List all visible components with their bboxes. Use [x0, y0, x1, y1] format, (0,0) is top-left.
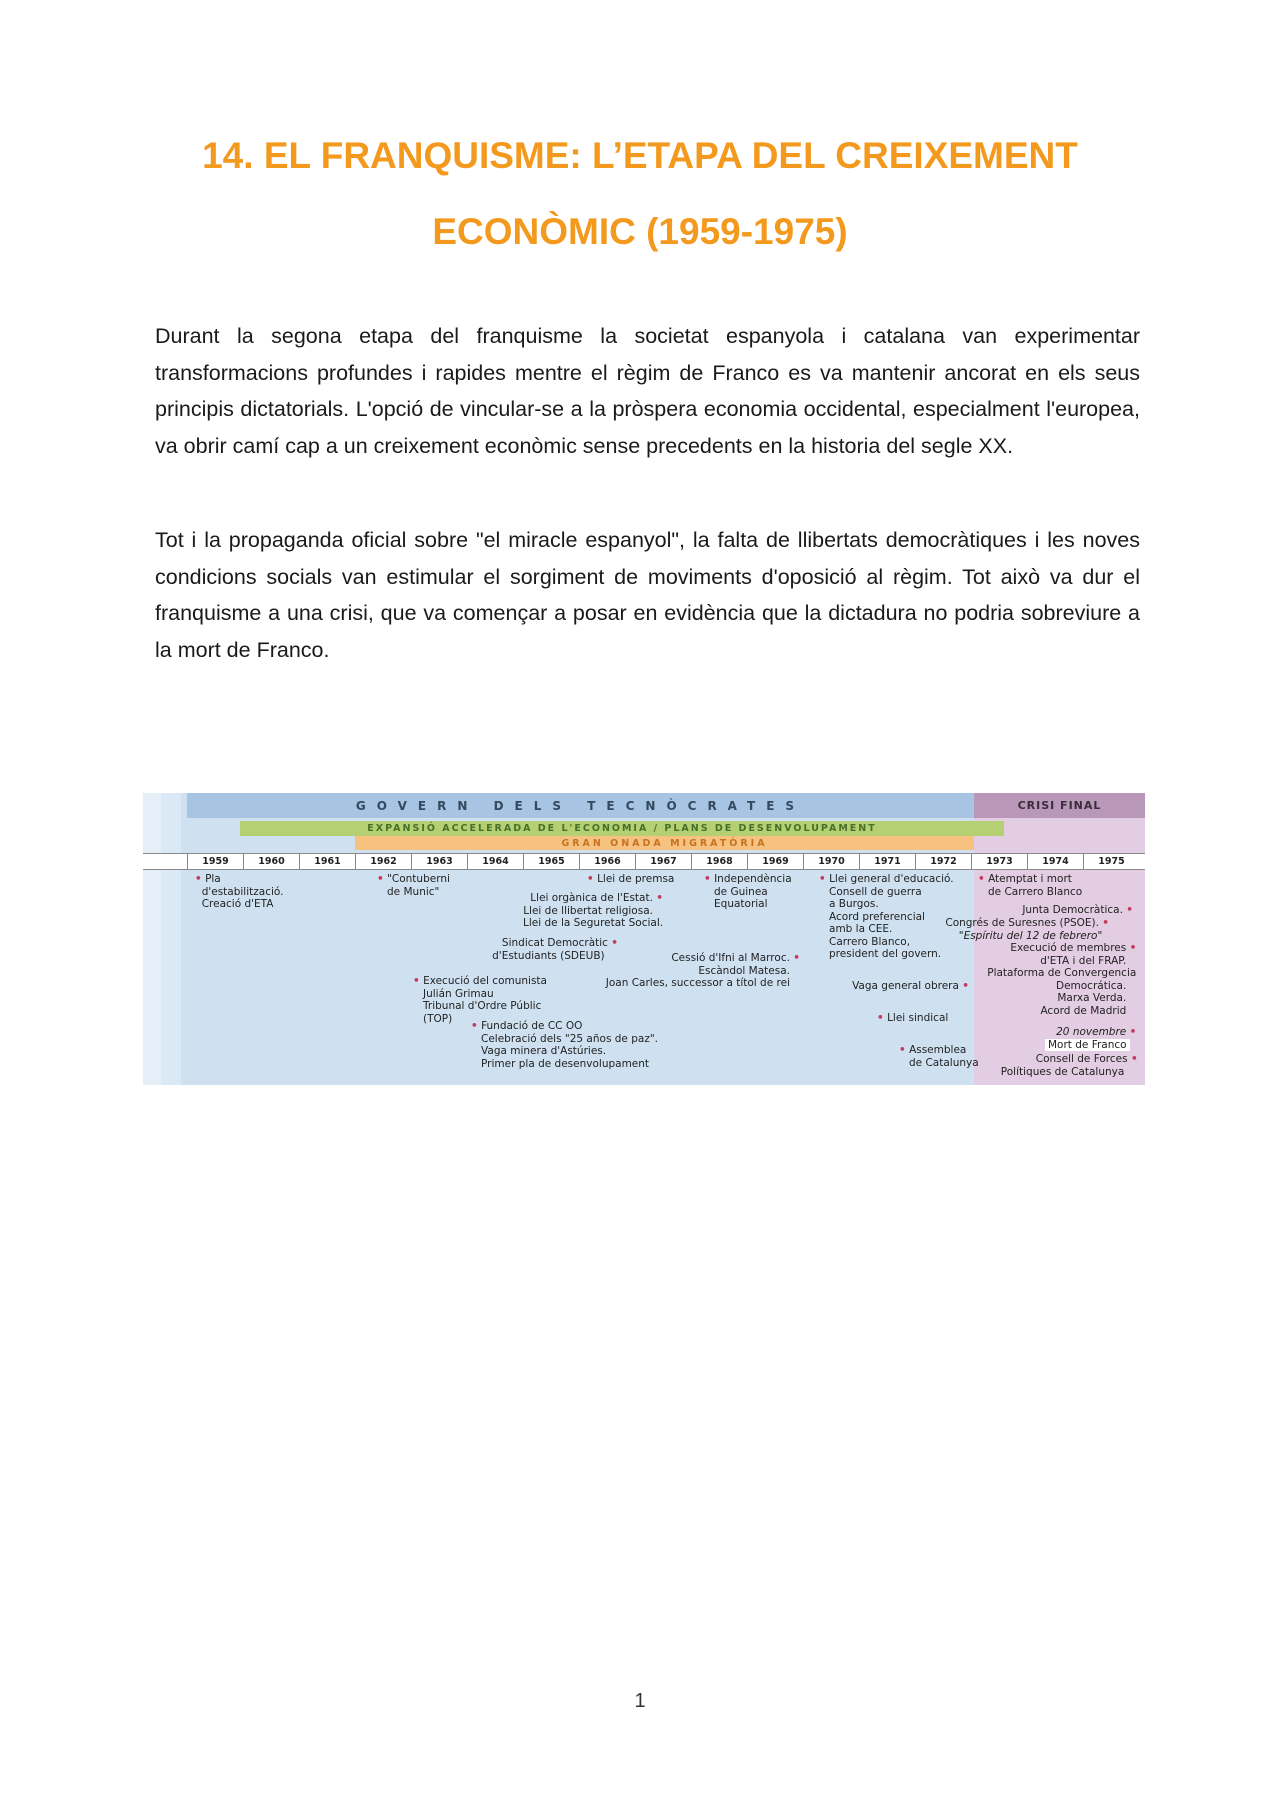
- event-1975-oposicio: Execució de membres • d'ETA i del FRAP. Plataforma de Convergencia Democrática. Marxa Verda. Acord de Madrid: [987, 942, 1137, 1017]
- band-gran-onada-migratoria: GRAN ONADA MIGRATÒRIA: [355, 836, 974, 850]
- year-label: 1963: [411, 854, 467, 869]
- event-1973-carrero: • Atemptat i mort de Carrero Blanco: [978, 873, 1083, 898]
- year-label: 1961: [299, 854, 355, 869]
- year-label: 1968: [691, 854, 747, 869]
- title-line-2: ECONÒMIC (1959-1975): [432, 211, 848, 252]
- year-label: 1972: [915, 854, 971, 869]
- event-1975-consell-forces: Consell de Forces • Polítiques de Catalunya: [1000, 1053, 1138, 1078]
- event-1959: • Pla d'estabilització. Creació d'ETA: [195, 873, 284, 910]
- event-1974-suresnes: Congrés de Suresnes (PSOE). • "Espíritu del 12 de febrero": [945, 917, 1109, 942]
- event-1972-vaga: Vaga general obrera •: [852, 980, 969, 992]
- band-govern-tecnocrates: GOVERN DELS TECNÒCRATES: [187, 793, 974, 818]
- timeline-figure: [143, 793, 1145, 1085]
- year-label: 1967: [635, 854, 691, 869]
- year-label: 1973: [971, 854, 1027, 869]
- band-crisi-final: CRISI FINAL: [974, 793, 1145, 818]
- year-label: 1960: [243, 854, 299, 869]
- event-1966-premsa: • Llei de premsa: [587, 873, 675, 885]
- title-line-1: 14. EL FRANQUISME: L’ETAPA DEL CREIXEMENT: [202, 135, 1078, 176]
- timeline-edge: [161, 793, 181, 1085]
- page-number: 1: [634, 1690, 646, 1712]
- event-1966-lleis: Llei orgànica de l'Estat. • Llei de llibertat religiosa. Llei de la Seguretat Social.: [523, 892, 664, 929]
- event-1975-mort-franco: Mort de Franco: [1045, 1039, 1130, 1052]
- year-label: 1970: [803, 854, 859, 869]
- year-label: 1964: [467, 854, 523, 869]
- year-label: 1974: [1027, 854, 1083, 869]
- event-1971-assemblea: • Assemblea de Catalunya: [899, 1044, 979, 1069]
- band-expansio-economia: EXPANSIÓ ACCELERADA DE L'ECONOMIA / PLANS DE DESENVOLUPAMENT: [240, 821, 1004, 836]
- event-1964-ccoo: • Fundació de CC OO Celebració dels "25 años de paz". Vaga minera d'Astúries. Primer pla de desenvolupament: [471, 1020, 658, 1070]
- event-1969-ifni: Cessió d'Ifni al Marroc. • Escàndol Matesa. Joan Carles, successor a títol de rei: [605, 952, 800, 989]
- event-1962: • "Contuberni de Munic": [377, 873, 450, 898]
- year-label: 1975: [1083, 854, 1139, 869]
- event-1974-junta: Junta Democràtica. •: [1022, 904, 1133, 916]
- year-label: 1965: [523, 854, 579, 869]
- year-label: 1959: [187, 854, 243, 869]
- event-1972-llei-sindical: • Llei sindical: [877, 1012, 949, 1024]
- page-title: [150, 118, 1130, 270]
- event-1975-date: 20 novembre •: [1056, 1026, 1137, 1038]
- year-label: 1969: [747, 854, 803, 869]
- paragraph-intro: Durant la segona etapa del franquisme la societat espanyola i catalana van experimentar transformacions profundes i rapides mentre el règim de Franco es va mantenir ancorat en els seus principis dictatorials. L'opció de vincular-se a la pròspera economia occidental, especialment l'europea, va obrir camí cap a un creixement econòmic sense precedents en la historia del segle XX.: [155, 324, 1140, 458]
- timeline-edge: [143, 793, 161, 1085]
- year-label: 1966: [579, 854, 635, 869]
- year-label: 1962: [355, 854, 411, 869]
- year-axis: [143, 853, 1145, 870]
- event-1963-grimau: • Execució del comunista Julián Grimau Tribunal d'Ordre Públic (TOP): [413, 975, 547, 1025]
- event-1968: • Independència de Guinea Equatorial: [704, 873, 792, 910]
- paragraph-opposition: Tot i la propaganda oficial sobre "el miracle espanyol", la falta de llibertats democràtiques i les noves condicions socials van estimular el sorgiment de moviments d'oposició al règim. Tot això va dur el franquisme a una crisi, que va començar a posar en evidència que la dictadura no podria sobreviure a la mort de Franco.: [155, 528, 1140, 662]
- event-1970: • Llei general d'educació. Consell de guerra a Burgos. Acord preferencial amb la CEE. Carrero Blanco, president del govern.: [819, 873, 954, 960]
- year-label: 1971: [859, 854, 915, 869]
- event-1965-sdeub: Sindicat Democràtic • d'Estudiants (SDEUB): [492, 937, 618, 962]
